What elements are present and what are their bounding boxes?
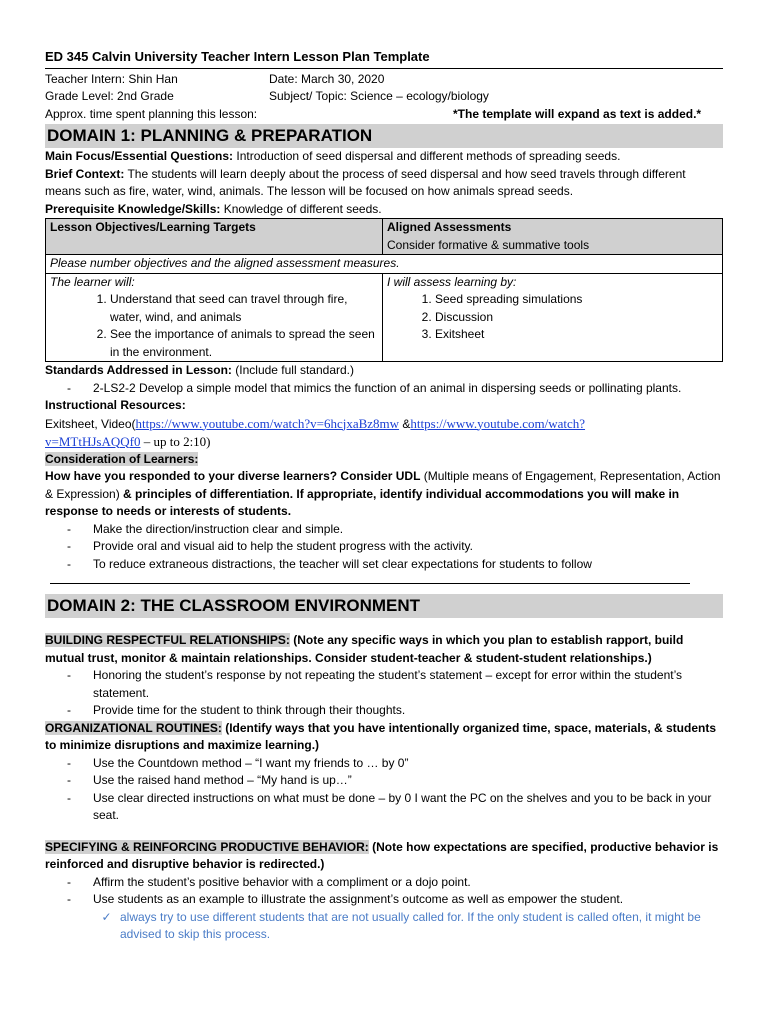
video-link-2-cont[interactable]: v=MTtHJsAQQf0 [45, 433, 141, 449]
assessment-item: 1. Seed spreading simulations [435, 291, 718, 309]
resources-line: Exitsheet, Video(https://www.youtube.com/watch?v=6hcjxaBz8mw &https://www.youtube.com/watch? v=MTtHJsAQQf0 – up to 2:10) [45, 415, 586, 449]
relationships-item: - Provide time for the student to think through their thoughts. [67, 703, 406, 717]
relationships-item: - Honoring the student’s response by not repeating the student’s statement – except for error within the student’s statement. [67, 668, 683, 700]
lesson-plan-page [45, 48, 723, 944]
objective-item: 2. See the importance of animals to spread the seen in the environment. [110, 326, 378, 361]
subject-topic: Subject/ Topic: Science – ecology/biology [269, 89, 489, 103]
domain2-heading: DOMAIN 2: THE CLASSROOM ENVIRONMENT [45, 594, 723, 618]
routines-item: - Use the Countdown method – “I want my friends to … by 0” [67, 755, 409, 770]
assessments-cell: I will assess learning by: 1. Seed spreading simulations 2. Discussion 3. Exitsheet [383, 273, 723, 362]
behavior-item: - Use students as an example to illustrate the assignment’s outcome as well as empower the student. [67, 892, 624, 906]
main-focus: Main Focus/Essential Questions: Introduction of seed dispersal and different methods of spreading seeds. [45, 149, 621, 163]
standard-item: - 2-LS2-2 Develop a simple model that mimics the function of an animal in dispersing seeds or pollinating plants. [67, 380, 682, 395]
consideration-item: - To reduce extraneous distractions, the teacher will set clear expectations for students to follow [67, 556, 592, 571]
consideration-item: - Provide oral and visual aid to help the student progress with the activity. [67, 539, 473, 553]
prerequisite-knowledge: Prerequisite Knowledge/Skills: Knowledge of different seeds. [45, 201, 382, 216]
teacher-intern: Teacher Intern: Shin Han [45, 71, 178, 86]
routines-item: - Use the raised hand method – “My hand is up…” [67, 773, 352, 787]
consideration-item: - Make the direction/instruction clear and simple. [67, 521, 344, 536]
table-note: Please number objectives and the aligned assessment measures. [46, 255, 723, 274]
behavior-item: - Affirm the student’s positive behavior with a compliment or a dojo point. [67, 874, 471, 889]
video-link-2[interactable]: https://www.youtube.com/watch? [410, 415, 586, 431]
assessments-list [387, 291, 718, 344]
section-divider [50, 583, 690, 584]
document-title: ED 345 Calvin University Teacher Intern Lesson Plan Template [45, 49, 430, 64]
brief-context: Brief Context: The students will learn deeply about the process of seed dispersal and how seed travels through different means such as fire, water, wind, animals. The lesson will be focused on how animals spread seeds. [45, 166, 686, 198]
domain1-heading: DOMAIN 1: PLANNING & PREPARATION [45, 124, 723, 148]
lesson-date: Date: March 30, 2020 [269, 71, 385, 86]
checkmark-icon: ✓ [101, 909, 112, 924]
assessment-item: 2. Discussion [435, 309, 718, 327]
objectives-table [45, 218, 723, 362]
header-rule [45, 68, 723, 69]
grade-level: Grade Level: 2nd Grade [45, 89, 174, 103]
routines-item: - Use clear directed instructions on what must be done – by 0 I want the PC on the shelves and you to be back in your seat. [67, 790, 712, 822]
behavior-section: SPECIFYING & REINFORCING PRODUCTIVE BEHAVIOR: (Note how expectations are specified, productive behavior is reinforced and disruptive behavior is redirected.) [45, 839, 719, 871]
planning-time: Approx. time spent planning this lesson: [45, 106, 258, 121]
relationships-section: BUILDING RESPECTFUL RELATIONSHIPS: (Note any specific ways in which you plan to establish rapport, build mutual trust, monitor & maintain relationships. Consider student-teacher & student-student relationships.) [45, 633, 684, 665]
template-note: *The template will expand as text is added.* [453, 106, 702, 121]
objective-item: 1. Understand that seed can travel through fire, water, wind, and animals [110, 291, 378, 326]
objectives-list [50, 291, 378, 361]
consideration-question: How have you responded to your diverse learners? Consider UDL (Multiple means of Engagement, Representation, Action & Expression) & principles of differentiation. If appropriate, identify individual accommodations you will make in response to needs or interests of students. [45, 469, 721, 518]
consideration-heading: Consideration of Learners: [45, 451, 199, 466]
video-link-1[interactable]: https://www.youtube.com/watch?v=6hcjxaBz8mw [135, 415, 400, 431]
routines-section: ORGANIZATIONAL ROUTINES: (Identify ways that you have intentionally organized time, space, materials, & students to minimize disruptions and maximize learning.) [45, 720, 717, 752]
assessment-item: 3. Exitsheet [435, 326, 718, 344]
assessments-header: Aligned Assessments Consider formative & summative tools [383, 219, 723, 255]
objectives-header: Lesson Objectives/Learning Targets [46, 219, 383, 255]
behavior-subitem: ✓ always try to use different students that are not usually called for. If the only student is called often, it might be advised to skip this process. [45, 909, 723, 944]
objectives-cell: The learner will: 1. Understand that seed can travel through fire, water, wind, and animals 2. See the importance of animals to spread the seen in the environment. [46, 273, 383, 362]
resources-heading: Instructional Resources: [45, 398, 186, 412]
standards-heading: Standards Addressed in Lesson: (Include full standard.) [45, 363, 354, 377]
